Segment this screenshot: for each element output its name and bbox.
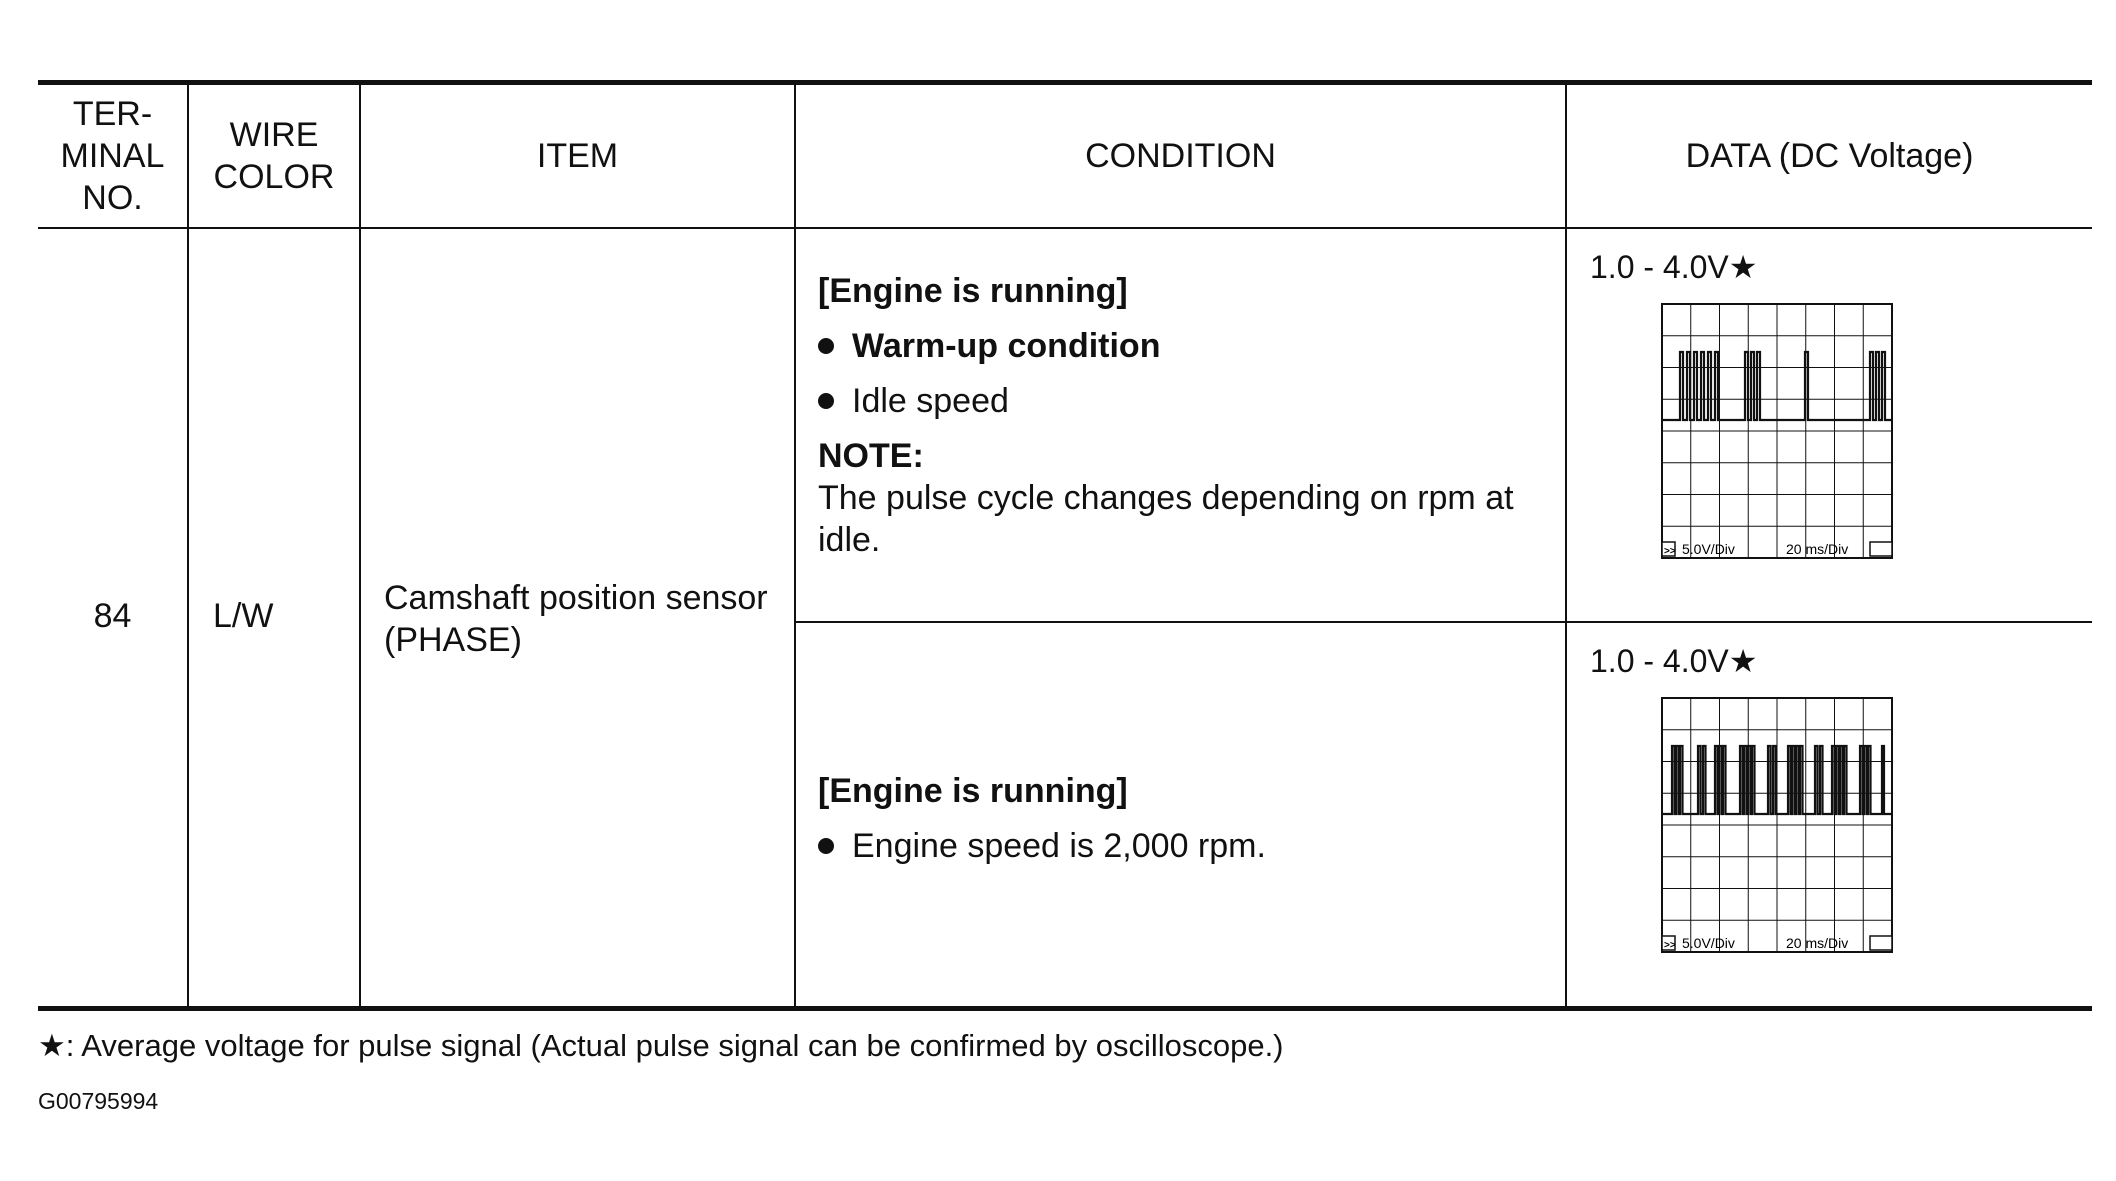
item-description bbox=[384, 577, 794, 661]
footnote: ★: Average voltage for pulse signal (Actual pulse signal can be confirmed by oscilloscope.) bbox=[38, 1028, 1284, 1063]
condition-1-bullet-1 bbox=[818, 325, 1558, 367]
condition-1-note-label: NOTE: bbox=[818, 437, 924, 475]
oscilloscope-trace-1 bbox=[1660, 302, 1896, 569]
scope-2-corner-box bbox=[1870, 936, 1892, 950]
scope-1-volt-div: 5.0V/Div bbox=[1682, 541, 1735, 557]
condition-2-heading: [Engine is running] bbox=[818, 772, 1128, 810]
header-condition: CONDITION bbox=[1085, 137, 1276, 175]
bullet-dot-icon bbox=[818, 393, 834, 409]
condition-1-heading: [Engine is running] bbox=[818, 272, 1128, 310]
voltage-value-1: 1.0 - 4.0V★ bbox=[1590, 249, 1758, 285]
scope-1-corner-box bbox=[1870, 542, 1892, 556]
condition-1-bullet-2 bbox=[818, 380, 1558, 422]
scope-2-marker: >> bbox=[1664, 940, 1676, 951]
condition-2 bbox=[818, 770, 1558, 867]
terminal-number: 84 bbox=[93, 597, 132, 635]
item-line-2: (PHASE) bbox=[384, 621, 522, 659]
bullet-dot-icon bbox=[818, 838, 834, 854]
header-wire-line1: WIRE bbox=[229, 116, 319, 154]
row-divider bbox=[794, 621, 2092, 623]
scope-1-time-div: 20 ms/Div bbox=[1786, 541, 1849, 557]
scope-2-svg bbox=[1660, 696, 1896, 958]
condition-2-bullet-1-text: Engine speed is 2,000 rpm. bbox=[852, 827, 1266, 865]
figure-code: G00795994 bbox=[38, 1088, 159, 1114]
terminal-data-table bbox=[38, 80, 2092, 1010]
oscilloscope-trace-2 bbox=[1660, 696, 1896, 963]
header-terminal-line3: NO. bbox=[82, 179, 143, 217]
condition-1-bullet-1-text: Warm-up condition bbox=[852, 327, 1161, 365]
header-data: DATA (DC Voltage) bbox=[1685, 137, 1974, 175]
bullet-dot-icon bbox=[818, 338, 834, 354]
header-wire-line2: COLOR bbox=[213, 158, 335, 196]
header-terminal-line2: MINAL bbox=[60, 137, 165, 175]
scope-2-time-div: 20 ms/Div bbox=[1786, 935, 1849, 951]
condition-1 bbox=[818, 270, 1558, 561]
wire-color: L/W bbox=[213, 597, 274, 635]
condition-2-bullet-1 bbox=[818, 825, 1558, 867]
scope-2-grid bbox=[1662, 698, 1892, 952]
voltage-value-2: 1.0 - 4.0V★ bbox=[1590, 643, 1758, 679]
condition-1-note-line-2: idle. bbox=[818, 521, 881, 559]
table-bottom-rule bbox=[38, 1006, 2092, 1011]
condition-1-note-line-1: The pulse cycle changes depending on rpm at bbox=[818, 479, 1514, 517]
header-terminal bbox=[38, 85, 187, 227]
item-line-1: Camshaft position sensor bbox=[384, 579, 768, 617]
scope-1-grid bbox=[1662, 304, 1892, 558]
scope-1-marker: >> bbox=[1664, 546, 1676, 557]
header-wire-color bbox=[189, 85, 359, 227]
header-item: ITEM bbox=[536, 137, 619, 175]
condition-1-bullet-2-text: Idle speed bbox=[852, 382, 1009, 420]
header-divider bbox=[38, 227, 2092, 229]
scope-2-volt-div: 5.0V/Div bbox=[1682, 935, 1735, 951]
scope-1-svg bbox=[1660, 302, 1896, 564]
header-terminal-line1: TER- bbox=[72, 95, 153, 133]
